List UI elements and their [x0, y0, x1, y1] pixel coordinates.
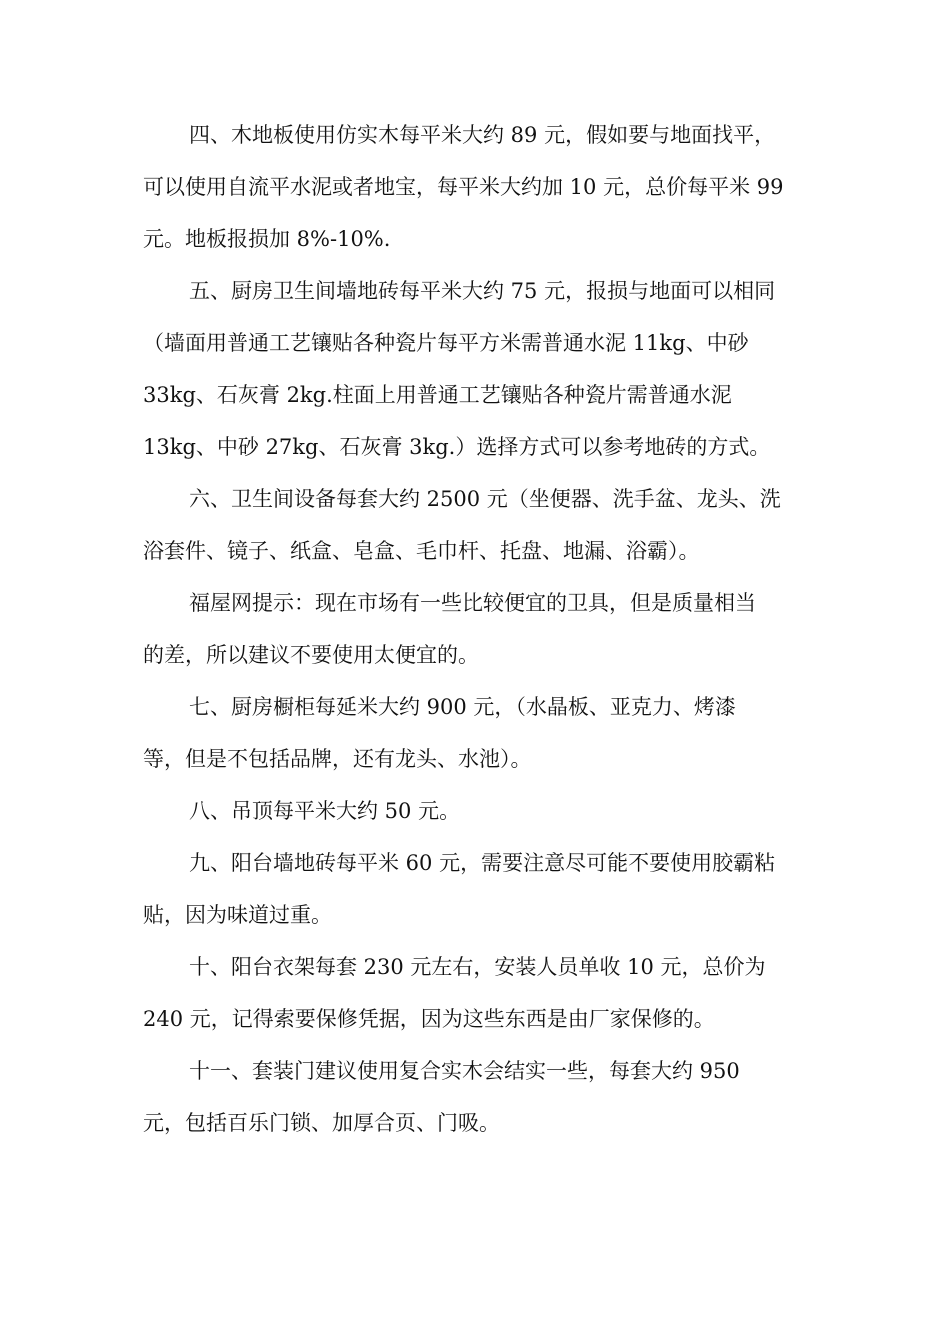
text-line: （墙面用普通工艺镶贴各种瓷片每平方米需普通水泥 11kg、中砂 — [143, 331, 749, 355]
paragraph-kitchen-bath-tiles — [143, 265, 807, 473]
paragraph-wood-floor — [143, 109, 807, 265]
text-line: 七、厨房橱柜每延米大约 900 元，（水晶板、亚克力、烤漆 — [189, 695, 736, 719]
text-line: 八、吊顶每平米大约 50 元。 — [189, 799, 461, 823]
text-line: 贴，因为味道过重。 — [143, 903, 332, 927]
text-line: 等，但是不包括品牌，还有龙头、水池）。 — [143, 747, 532, 771]
paragraph-doors — [143, 1045, 807, 1149]
text-line: 240 元，记得索要保修凭据，因为这些东西是由厂家保修的。 — [143, 1007, 715, 1031]
text-line: 的差，所以建议不要使用太便宜的。 — [143, 643, 479, 667]
text-line: 可以使用自流平水泥或者地宝，每平米大约加 10 元，总价每平米 99 — [143, 175, 784, 199]
text-line: 元，包括百乐门锁、加厚合页、门吸。 — [143, 1111, 500, 1135]
text-line: 福屋网提示：现在市场有一些比较便宜的卫具，但是质量相当 — [189, 591, 756, 615]
text-line: 五、厨房卫生间墙地砖每平米大约 75 元，报损与地面可以相同 — [189, 279, 776, 303]
document-body — [143, 109, 807, 1149]
text-line: 33kg、石灰膏 2kg.柱面上用普通工艺镶贴各种瓷片需普通水泥 — [143, 383, 732, 407]
paragraph-kitchen-cabinet — [143, 681, 807, 785]
text-line: 元。地板报损加 8%-10%. — [143, 227, 391, 251]
text-line: 浴套件、镜子、纸盒、皂盒、毛巾杆、托盘、地漏、浴霸）。 — [143, 539, 700, 563]
text-line: 六、卫生间设备每套大约 2500 元（坐便器、洗手盆、龙头、洗 — [189, 487, 781, 511]
paragraph-balcony-rack — [143, 941, 807, 1045]
paragraph-tip — [143, 577, 807, 681]
text-line: 九、阳台墙地砖每平米 60 元，需要注意尽可能不要使用胶霸粘 — [189, 851, 776, 875]
paragraph-ceiling — [143, 785, 807, 837]
paragraph-bathroom-equipment — [143, 473, 807, 577]
text-line: 四、木地板使用仿实木每平米大约 89 元，假如要与地面找平， — [189, 123, 776, 147]
paragraph-balcony-tiles — [143, 837, 807, 941]
text-line: 13kg、中砂 27kg、石灰膏 3kg.）选择方式可以参考地砖的方式。 — [143, 435, 771, 459]
text-line: 十、阳台衣架每套 230 元左右，安装人员单收 10 元，总价为 — [189, 955, 766, 979]
text-line: 十一、套装门建议使用复合实木会结实一些，每套大约 950 — [189, 1059, 740, 1083]
